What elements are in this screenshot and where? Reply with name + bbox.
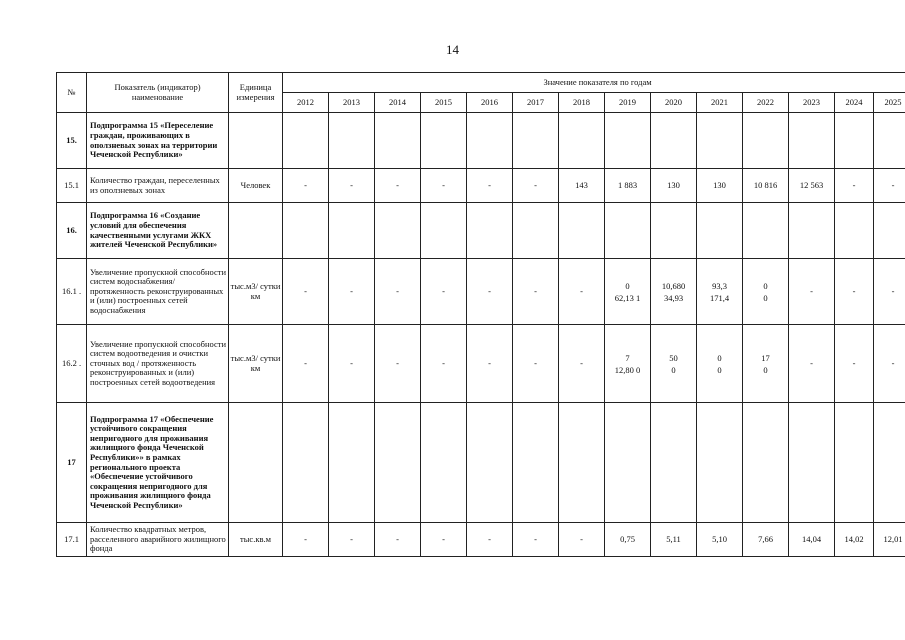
indicator-name: Подпрограмма 16 «Создание условий для обеспечения качественными услугами ЖКХ жителей Чеченской Республики»: [87, 203, 229, 259]
value-line: 12,80 0: [614, 364, 641, 375]
value-cell: -: [421, 523, 467, 557]
value-cell: -: [329, 523, 375, 557]
value-cell: -: [559, 259, 605, 325]
header-year: 2024: [835, 93, 874, 113]
value-cell: -: [874, 259, 905, 325]
row-number: 17.1: [57, 523, 87, 557]
value-cell: -: [513, 259, 559, 325]
value-cell: [329, 403, 375, 523]
table-row: [57, 259, 905, 325]
value-cell: -: [283, 523, 329, 557]
value-cell: -: [513, 523, 559, 557]
row-number: 17: [57, 403, 87, 523]
value-line: 17: [761, 352, 770, 363]
header-values-group: Значение показателя по годам: [283, 73, 905, 93]
value-cell: 143: [559, 169, 605, 203]
value-cell: 12 563: [789, 169, 835, 203]
value-cell: -: [375, 523, 421, 557]
value-cell: [605, 403, 651, 523]
value-cell: 1 883: [605, 169, 651, 203]
indicator-name: Увеличение пропускной способности систем водоотведения и очистки сточных вод / протяженность реконструированных и (или) построенных сетей водоотведения: [87, 325, 229, 403]
value-cell: -: [375, 169, 421, 203]
value-line: 0: [671, 364, 676, 375]
value-cell: [789, 403, 835, 523]
header-year: 2019: [605, 93, 651, 113]
value-cell: -: [559, 523, 605, 557]
value-cell: 14,04: [789, 523, 835, 557]
value-cell: -: [874, 169, 905, 203]
value-cell: [513, 403, 559, 523]
unit-cell: [229, 203, 283, 259]
value-cell: [651, 403, 697, 523]
value-cell: [467, 203, 513, 259]
row-number: 16.2 .: [57, 325, 87, 403]
table-row: [57, 113, 905, 169]
value-cell: [283, 403, 329, 523]
value-cell: [375, 403, 421, 523]
value-cell: [329, 203, 375, 259]
value-cell: [743, 325, 789, 403]
value-cell: [329, 113, 375, 169]
value-cell: -: [375, 259, 421, 325]
header-year: 2021: [697, 93, 743, 113]
value-cell: 5,10: [697, 523, 743, 557]
header-year: 2017: [513, 93, 559, 113]
header-num: №: [57, 73, 87, 113]
value-cell: -: [835, 325, 874, 403]
value-cell: -: [467, 259, 513, 325]
value-cell: -: [559, 325, 605, 403]
value-line: 50: [669, 352, 678, 363]
value-cell: -: [467, 325, 513, 403]
value-line: 0: [717, 364, 722, 375]
value-cell: [874, 203, 905, 259]
value-cell: [743, 259, 789, 325]
value-cell: -: [835, 169, 874, 203]
value-cell: 130: [651, 169, 697, 203]
value-cell: [605, 203, 651, 259]
header-unit: Единица измерения: [229, 73, 283, 113]
value-cell: [743, 113, 789, 169]
header-year: 2020: [651, 93, 697, 113]
value-cell: 130: [697, 169, 743, 203]
header-year: 2018: [559, 93, 605, 113]
unit-cell: [229, 113, 283, 169]
value-cell: [874, 403, 905, 523]
value-cell: 10 816: [743, 169, 789, 203]
value-cell: -: [329, 169, 375, 203]
row-number: 16.: [57, 203, 87, 259]
value-cell: [559, 113, 605, 169]
value-cell: [513, 203, 559, 259]
value-cell: [375, 113, 421, 169]
value-cell: [743, 203, 789, 259]
header-year: 2025: [874, 93, 905, 113]
value-cell: -: [789, 325, 835, 403]
value-cell: [421, 403, 467, 523]
header-year: 2013: [329, 93, 375, 113]
value-cell: -: [283, 325, 329, 403]
header-indicator: Показатель (индикатор) наименование: [87, 73, 229, 113]
value-cell: 0,75: [605, 523, 651, 557]
row-number: 15.: [57, 113, 87, 169]
value-line: 0: [625, 280, 630, 291]
table-row: [57, 523, 905, 557]
row-number: 15.1: [57, 169, 87, 203]
value-line: 10,680: [661, 280, 686, 291]
value-cell: -: [835, 259, 874, 325]
value-cell: -: [375, 325, 421, 403]
value-cell: [651, 259, 697, 325]
header-year: 2023: [789, 93, 835, 113]
value-cell: -: [467, 523, 513, 557]
header-year: 2022: [743, 93, 789, 113]
value-cell: -: [421, 169, 467, 203]
indicator-name: Подпрограмма 15 «Переселение граждан, проживающих в оползневых зонах на территории Чеченской Республики»: [87, 113, 229, 169]
indicator-name: Количество квадратных метров, расселенного аварийного жилищного фонда: [87, 523, 229, 557]
value-cell: -: [513, 325, 559, 403]
value-cell: -: [283, 259, 329, 325]
value-cell: [697, 403, 743, 523]
value-cell: [835, 203, 874, 259]
value-cell: -: [329, 325, 375, 403]
table-row: [57, 403, 905, 523]
value-cell: [651, 203, 697, 259]
value-cell: [421, 203, 467, 259]
value-cell: -: [789, 259, 835, 325]
value-cell: [559, 203, 605, 259]
value-cell: [789, 113, 835, 169]
value-cell: 12,01: [874, 523, 905, 557]
unit-cell: тыс.м3/ сутки км: [229, 325, 283, 403]
value-cell: [559, 403, 605, 523]
page-number: 14: [446, 42, 459, 57]
value-cell: [467, 403, 513, 523]
value-line: 171,4: [709, 292, 730, 303]
value-cell: [651, 113, 697, 169]
value-cell: [513, 113, 559, 169]
indicator-table: [56, 72, 905, 557]
value-cell: [697, 325, 743, 403]
unit-cell: Человек: [229, 169, 283, 203]
value-cell: -: [329, 259, 375, 325]
value-cell: -: [283, 169, 329, 203]
value-line: 34,93: [663, 292, 684, 303]
value-cell: [835, 113, 874, 169]
row-number: 16.1 .: [57, 259, 87, 325]
unit-cell: [229, 403, 283, 523]
value-cell: -: [421, 325, 467, 403]
table-row: [57, 325, 905, 403]
value-cell: [605, 113, 651, 169]
table-row: [57, 169, 905, 203]
unit-cell: тыс.м3/ сутки км: [229, 259, 283, 325]
value-cell: [421, 113, 467, 169]
header-year: 2016: [467, 93, 513, 113]
value-cell: -: [513, 169, 559, 203]
value-line: 62,13 1: [614, 292, 641, 303]
header-year: 2012: [283, 93, 329, 113]
value-cell: [605, 259, 651, 325]
value-cell: [789, 203, 835, 259]
indicator-name: Подпрограмма 17 «Обеспечение устойчивого сокращения непригодного для проживания жилищного фонда Чеченской Республики»» в рамках регионального проекта «Обеспечение устойчивого сокращения непригодного для проживания жилищного фонда Чеченской Республики»: [87, 403, 229, 523]
value-cell: [874, 113, 905, 169]
indicator-name: Увеличение пропускной способности систем водоснабжения/протяженность реконструированных и (или) построенных сетей водоснабжения: [87, 259, 229, 325]
value-cell: [467, 113, 513, 169]
value-cell: [697, 259, 743, 325]
value-cell: 5,11: [651, 523, 697, 557]
header-year: 2015: [421, 93, 467, 113]
value-cell: [651, 325, 697, 403]
value-cell: [283, 203, 329, 259]
value-cell: -: [874, 325, 905, 403]
value-cell: [375, 203, 421, 259]
unit-cell: тыс.кв.м: [229, 523, 283, 557]
value-line: 0: [763, 364, 768, 375]
indicator-name: Количество граждан, переселенных из оползневых зонах: [87, 169, 229, 203]
header-year: 2014: [375, 93, 421, 113]
value-cell: [283, 113, 329, 169]
value-cell: [605, 325, 651, 403]
value-line: 93,3: [712, 280, 727, 291]
value-cell: [743, 403, 789, 523]
value-line: 7: [625, 352, 630, 363]
value-cell: [697, 113, 743, 169]
value-line: 0: [717, 352, 722, 363]
value-line: 0: [763, 292, 768, 303]
value-cell: 14,02: [835, 523, 874, 557]
value-line: 0: [763, 280, 768, 291]
value-cell: 7,66: [743, 523, 789, 557]
value-cell: -: [467, 169, 513, 203]
value-cell: [835, 403, 874, 523]
value-cell: [697, 203, 743, 259]
table-row: [57, 203, 905, 259]
value-cell: -: [421, 259, 467, 325]
